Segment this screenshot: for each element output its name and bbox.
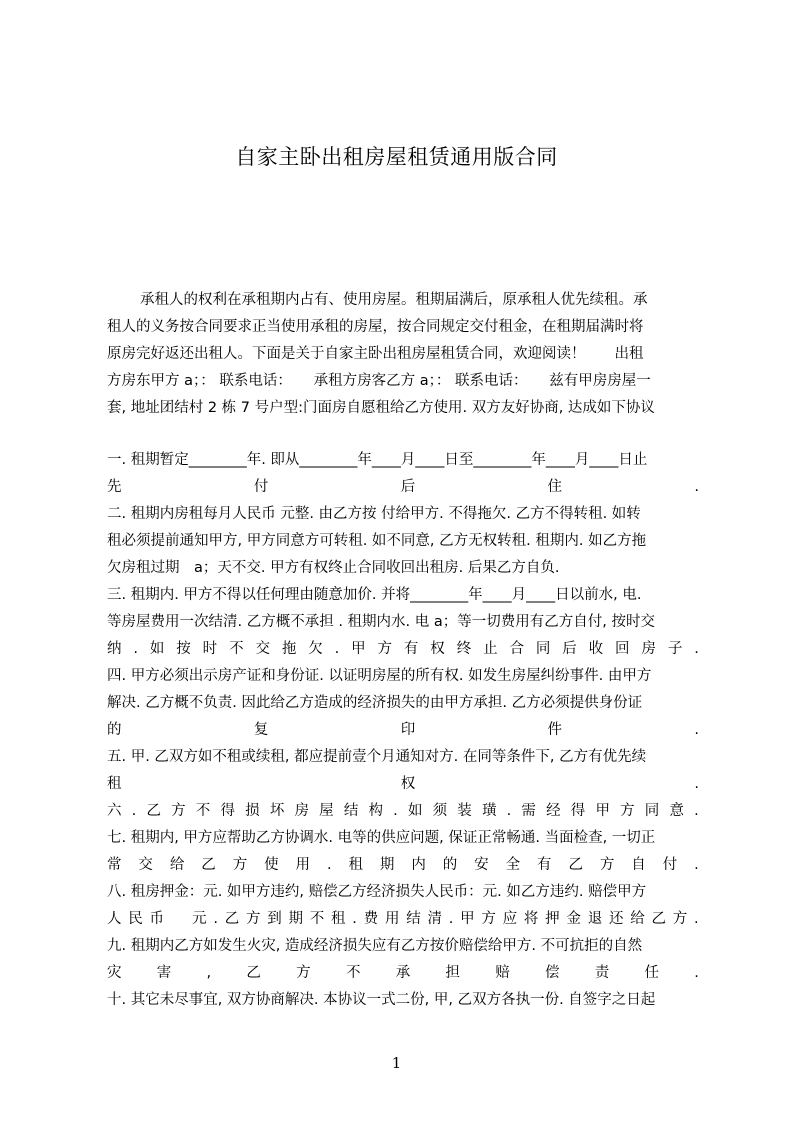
clause-token: . [694,965,699,981]
clause-token: 方 [599,857,615,873]
clause-token: 还 [608,911,624,927]
clause-line [107,906,699,933]
clause-token: 租 [348,857,363,873]
clause-token: 偿 [545,965,560,981]
clause-line [107,771,699,798]
clause-token: 合 [509,641,524,657]
clause-token: 权 [400,776,416,792]
clause-token: 责 [594,965,610,981]
clause-token: 自 [631,857,646,873]
clause-line: 解决. 乙方概不负责. 因此给乙方造成的经济损失的由甲方承担. 乙方必须提供身份证 [107,695,643,711]
clause-token: . [694,641,699,657]
clause-line: 四. 甲方必须出示房产证和身份证. 以证明房屋的所有权. 如发生房屋纠纷事件. 由甲方 [107,668,652,684]
clause-token: 住 [547,479,563,495]
clause-token: 印 [400,722,416,738]
clause-token: 费 [363,911,379,927]
clause-token: 璜 [481,803,497,819]
clause-line [107,798,699,825]
clause-token: 应 [502,911,518,927]
clause-token: 乙 [201,857,216,873]
clause-token: 方 [481,911,496,927]
clause-token: 的 [442,857,458,873]
clause-token: 赔 [495,965,510,981]
clauses-section [107,447,699,1014]
clause-token: 先 [107,479,122,495]
clause-token: 复 [253,722,269,738]
clause-token: 得 [220,803,235,819]
clause-token: . [694,479,699,495]
clause-token: 意 [669,803,684,819]
clause-token: 乙 [224,911,240,927]
intro-line: 租人的义务按合同要求正当使用承租的房屋，按合同规定交付租金，在租期届满时将 [107,319,644,335]
clause-token: 经 [546,803,561,819]
clause-token: 交 [255,641,270,657]
clause-token: 乙 [651,911,666,927]
clause-token: 方 [377,641,393,657]
clause-line: 九. 租期内乙方如发生火灾, 造成经济损失应有乙方按价赔偿给甲方. 不可抗拒的自然 [107,938,643,954]
clause-token: 后 [562,641,577,657]
clause-line: 二. 租期内房租每月人民币 元整. 由乙方按 付给甲方. 不得拖欠. 乙方不得转租. 如转 [107,506,641,522]
clause-token: 方 [171,803,186,819]
clause-token: 清 [427,911,442,927]
clause-line: 租必须提前通知甲方, 甲方同意方可转租. 如不同意, 乙方无权转租. 租期内. 如乙方拖 [107,533,647,549]
clause-token: 如 [149,641,165,657]
clause-token: 有 [537,857,552,873]
page-title: 自家主卧出租房屋租赁通用版合同 [235,145,558,169]
clause-token: 方 [232,857,248,873]
clause-line [107,474,699,501]
clause-token: 乙 [146,803,161,819]
clause-token: 租 [107,776,122,792]
clause-token: 甲 [595,803,610,819]
clause-token: . [131,803,137,819]
clause-token: 屋 [319,803,334,819]
clause-token: 给 [169,857,185,873]
clause-token: 人 [107,911,122,927]
clause-token: . [506,803,512,819]
clause-token: 欠 [308,641,323,657]
clause-token: 不 [195,803,211,819]
clause-token: . [393,803,398,819]
clause-token: 元 [192,911,207,927]
clause-token: . [694,857,699,873]
clause-token: 方 [620,803,635,819]
clause-token: 给 [630,911,645,927]
clause-token: 时 [202,641,218,657]
clause-line [107,636,699,663]
clause-token: 后 [400,479,416,495]
clause-token: 按 [176,641,191,657]
clause-token: 用 [295,857,311,873]
clause-token: 六 [107,803,122,819]
clause-line: 一. 租期暂定________年. 即从________年____月____日至________年____月____日止 [107,452,648,468]
clause-token: 装 [457,803,472,819]
clause-token: 件 [547,722,563,738]
clause-token: 终 [456,641,472,657]
clause-token: 乙 [568,857,583,873]
intro-line: 套, 地址团结村 2 栋 7 号户型:门面房自愿租给乙方使用. 双方友好协商, 达成如下协议 [107,400,655,416]
clause-token: 担 [445,965,460,981]
clause-line [107,852,699,879]
clause-token: . [334,641,340,657]
clause-token: 有 [403,641,419,657]
clause-line: 十. 其它未尽事宜, 双方协商解决. 本协议一式二份, 甲, 乙双方各执一份. 自签字之日起 [107,992,656,1008]
clause-token: 甲 [460,911,475,927]
clause-token: 房 [294,803,309,819]
clause-token: . [694,803,699,819]
intro-line: 方房东甲方 a；： 联系电话： 承租方房客乙方 a；： 联系电话： 兹有甲房房屋一 [107,373,651,389]
clause-token: 同 [535,641,551,657]
clause-token: 将 [523,911,539,927]
clause-token: 用 [384,911,400,927]
clause-token: 不 [345,965,361,981]
clause-token: . [326,857,332,873]
clause-token: 方 [672,911,688,927]
clause-token: 构 [368,803,383,819]
clause-token: 民 [128,911,143,927]
clause-token: . [352,911,357,927]
clause-token: 期 [288,911,303,927]
clause-token: 金 [566,911,581,927]
clause-token: 需 [521,803,536,819]
clause-token [171,906,186,933]
clause-token: 币 [149,911,165,927]
clause-token: 方 [296,965,311,981]
clause-token: 结 [406,911,421,927]
clause-line: 五. 甲. 乙双方如不租或续租, 都应提前壹个月通知对方. 在同等条件下, 乙方有优先续 [107,749,647,765]
clause-token: 止 [483,641,498,657]
clause-token: 常 [107,857,122,873]
clause-token: 损 [245,803,260,819]
clause-line: 欠房租过期 a；天不交. 甲方有权终止合同收回出租房. 后果乙方自负. [107,560,560,576]
clause-line [107,717,699,744]
clause-token: 拖 [281,641,297,657]
clause-token: 不 [309,911,325,927]
clause-token: 承 [395,965,411,981]
clause-line: 三. 租期内. 甲方不得以任何理由随意加价. 并将________年____月____日以前水, 电. [107,587,642,603]
clause-token: . [694,776,699,792]
clause-token: 房 [641,641,656,657]
clause-token: . [133,641,138,657]
clause-token: 交 [138,857,153,873]
clause-line: 等房屋费用一次结清. 乙方概不承担 . 租期内水. 电 a；等一切费用有乙方自付, 按时交 [107,614,655,630]
clause-token: , [206,965,212,981]
clause-token: 害 [156,965,172,981]
clause-token: . [213,911,218,927]
clause-token: 退 [587,911,603,927]
clause-token: 如 [407,803,423,819]
clause-token: 押 [545,911,560,927]
clause-line: 八. 租房押金：元. 如甲方违约, 赔偿乙方经济损失人民币：元. 如乙方违约. 赔偿甲方 [107,884,647,900]
clause-token: 内 [411,857,426,873]
clause-token: 全 [505,857,521,873]
clause-line [107,960,699,987]
clause-token: 期 [379,857,395,873]
clause-token: 任 [644,965,660,981]
intro-line: 承租人的权利在承租期内占有、使用房屋。租期届满后，原承租人优先续租。承 [140,292,648,308]
clause-token: 租 [331,911,346,927]
page-number: 1 [391,1054,402,1072]
clause-token: 须 [432,803,448,819]
clause-token: . [694,722,699,738]
clause-token: 收 [588,641,604,657]
intro-paragraph [107,287,699,422]
clause-token: 得 [570,803,586,819]
clause-token: 到 [267,911,282,927]
clause-token: 方 [245,911,261,927]
clause-token: 甲 [351,641,366,657]
clause-token: . [448,911,454,927]
clause-token: 的 [107,722,122,738]
intro-line: 原房完好返还出租人。下面是关于自家主卧出租房屋租赁合同，欢迎阅读！ 出租 [107,346,644,362]
clause-token: 灾 [107,965,122,981]
clause-token: 纳 [107,641,122,657]
clause-token: 结 [343,803,359,819]
clause-token: 不 [229,641,244,657]
clause-token: 同 [644,803,660,819]
clause-token: 子 [667,641,683,657]
clause-token: 使 [264,857,279,873]
clause-token: 坏 [269,803,285,819]
clause-token: 付 [253,479,269,495]
clause-line: 七. 租期内, 甲方应帮助乙方协调水. 电等的供应问题, 保证正常畅通. 当面检查, 一切正 [107,830,656,846]
clause-token: 回 [615,641,630,657]
clause-token: . [694,911,699,927]
clause-token: 乙 [246,965,261,981]
clause-token: 权 [430,641,445,657]
clause-token: 安 [474,857,489,873]
clause-token: 付 [662,857,678,873]
